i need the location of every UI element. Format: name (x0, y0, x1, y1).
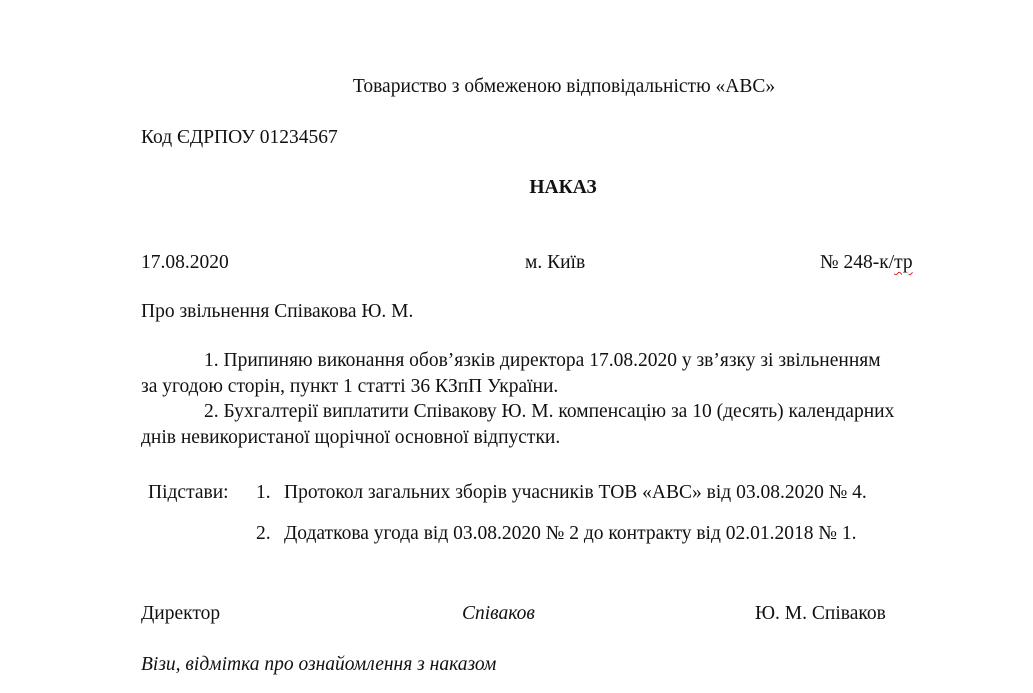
signatory-name: Ю. М. Співаков (755, 603, 886, 624)
grounds-item-2-text: Додаткова угода від 03.08.2020 № 2 до контракту від 02.01.2018 № 1. (284, 523, 857, 544)
grounds-label: Підстави: (148, 482, 229, 503)
edrpou-code: Код ЄДРПОУ 01234567 (141, 127, 338, 148)
order-number-suffix: тр (894, 252, 913, 273)
signature: Співаков (462, 603, 535, 624)
grounds-item-1-text: Протокол загальних зборів учасників ТОВ «АВС» від 03.08.2020 № 4. (284, 482, 867, 503)
signatory-position: Директор (141, 603, 221, 624)
paragraph-1-line-2: за угодою сторін, пункт 1 статті 36 КЗпП України. (141, 376, 559, 397)
visas-note: Візи, відмітка про ознайомлення з наказом (141, 654, 497, 675)
organization-name: Товариство з обмеженою відповідальністю «АВС» (352, 76, 776, 97)
order-number-main: № 248-к/ (820, 252, 895, 273)
order-city: м. Київ (525, 252, 586, 273)
grounds-item-1-number: 1. (256, 482, 271, 503)
document-title: НАКАЗ (529, 177, 597, 198)
paragraph-2-line-2: днів невикористаної щорічної основної відпустки. (141, 427, 561, 448)
paragraph-1-line-1: 1. Припиняю виконання обов’язків директора 17.08.2020 у зв’язку зі звільненням (204, 350, 881, 371)
paragraph-2-line-1: 2. Бухгалтерії виплатити Співакову Ю. М. компенсацію за 10 (десять) календарних (204, 401, 895, 422)
grounds-item-2-number: 2. (256, 523, 271, 544)
order-number (820, 253, 913, 273)
order-date: 17.08.2020 (141, 252, 229, 273)
order-subject: Про звільнення Співакова Ю. М. (141, 301, 414, 322)
